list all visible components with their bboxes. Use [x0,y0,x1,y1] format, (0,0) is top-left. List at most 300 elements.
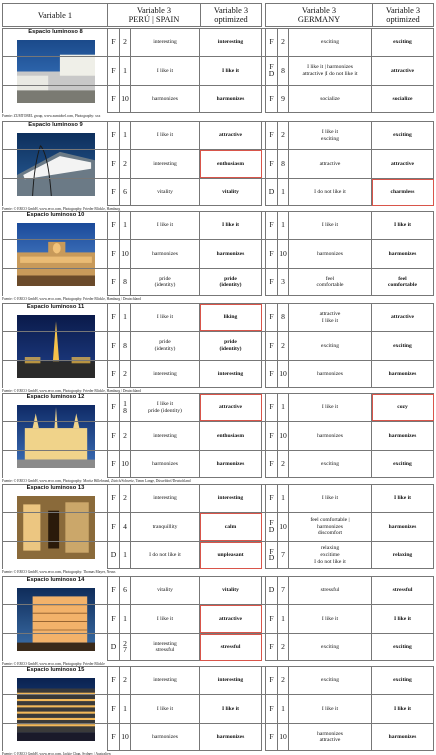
photo-credit-caption: Fuente: © ERCO GmbH, www.erco.com, Photography: Frieder Blickle, Hamburg / Deutschland [2,297,141,301]
space-block [2,393,434,478]
germany-optimized-cell [372,361,434,388]
cell-line: F [269,340,274,350]
germany-frequency-cell [278,269,289,296]
germany-category-cell [265,724,278,751]
cell-line: 1 [123,130,127,140]
response-word: I do not like it [314,188,346,195]
photo-credit-caption: Fuente: © ERCO GmbH, www.erco.com, Photography: Thomas Mayer, Neuss [2,570,116,574]
space-title: Espacio luminoso 10 [26,212,85,218]
header-spain: Variable 3 PERÚ | SPAIN [107,3,200,27]
response-word: relaxing [320,545,340,552]
cell-line: 8 [123,340,127,350]
table-row [2,211,434,239]
table-row [2,149,434,177]
cell-line: 2 [123,493,127,503]
cell-line: 8 [123,276,127,286]
space-title: Espacio luminoso 12 [26,394,85,400]
cell-line: F [269,613,274,623]
response-word: stressful [155,647,175,654]
cell-line: exciting [393,677,412,684]
germany-category-cell [265,695,278,722]
germany-frequency-cell [278,179,289,206]
cell-line: unpleasant [217,551,244,558]
table-row [2,512,434,540]
space-title: Espacio luminoso 9 [28,122,83,128]
cell-line: D [268,186,275,196]
germany-optimized-cell [372,513,434,540]
germany-responses-cell [289,304,372,331]
cell-line: 8 [123,405,127,415]
cell-line: interesting [217,370,244,377]
cell-line: 2 [281,641,285,651]
cell-line: F [269,276,274,286]
cell-line: harmonizes [388,370,417,377]
germany-frequency-cell [278,577,289,604]
cell-line: 8 [281,65,285,75]
space-block [2,484,434,569]
response-word: harmonizes [317,523,343,530]
cell-line: D [268,553,275,563]
germany-optimized-cell [372,212,434,239]
response-word: exciting [320,643,340,650]
response-word: I like it [156,314,174,321]
germany-category-cell [265,485,278,512]
response-word: I like it [321,615,339,622]
photo-credit-caption: Fuente: © ERCO GmbH, www.erco.com, Photography: Frieder Blickle, Hamburg / Deutschland [2,389,141,393]
cell-line: interesting [217,677,244,684]
cell-line: D [268,524,275,534]
germany-optimized-cell [372,485,434,512]
response-word: interesting [153,495,177,502]
cell-line: attractive [219,404,242,411]
response-word: I like it [321,495,339,502]
response-word: attractive [319,310,341,317]
cell-line: feel [398,275,407,282]
response-word: pride (identity) [148,407,182,414]
cell-line: harmonizes [216,733,245,740]
response-word: attractive |I do not like it [302,70,358,77]
response-word: I like it [321,222,339,229]
cell-line: 7 [281,549,285,559]
response-word: pride [159,339,171,346]
response-word: attractive [319,737,341,744]
space-block [2,666,434,751]
germany-frequency-cell [278,422,289,449]
response-word: (identity) [154,282,176,289]
cell-line: F [111,37,116,47]
cell-line: F [111,158,116,168]
space-title: Espacio luminoso 8 [28,29,83,35]
cell-line: F [111,493,116,503]
table-row [2,121,434,149]
table-row [2,666,434,694]
cell-line: I like it [393,615,412,622]
cell-line: 1 [123,703,127,713]
table-row [2,576,434,604]
cell-line: D [268,585,275,595]
table-row [2,360,434,388]
cell-line: vitality [222,188,239,195]
cell-line: F [111,731,116,741]
table-row [2,331,434,359]
germany-category-cell [265,422,278,449]
cell-line: 1 [123,65,127,75]
photo-credit-caption: Fuente: ZUMTOBEL group, www.zumtobel.com, Photography: xxx [2,114,101,118]
cell-line: stressful [392,587,413,594]
cell-line: 2 [123,430,127,440]
space-block [2,211,434,296]
germany-category-cell [265,240,278,267]
response-word: I like it [321,705,339,712]
germany-frequency-cell [278,57,289,84]
response-word: socialize [320,95,340,102]
germany-responses-cell [289,513,372,540]
response-word: harmonizes [152,250,178,257]
germany-responses-cell [289,605,372,632]
germany-optimized-cell [372,269,434,296]
cell-line: F [269,402,274,412]
germany-frequency-cell [278,542,289,569]
cell-line: attractive [219,132,242,139]
response-word: stressful [320,587,340,594]
cell-line: 2 [123,158,127,168]
cell-line: (identity) [219,282,242,289]
photo-credit-caption: Fuente: © ERCO GmbH, www.erco.com, Jackie Chan, Sydney / Australien [2,752,111,755]
table-row [2,450,434,478]
germany-responses-cell [289,542,372,569]
table-row [2,56,434,84]
germany-optimized-cell [372,605,434,632]
cell-line: 10 [279,731,287,741]
germany-optimized-cell [372,122,434,149]
cell-line: F [269,703,274,713]
cell-line: 6 [123,186,127,196]
cell-line: 1 [281,186,285,196]
response-word: I do not like it [314,558,346,565]
response-word: interesting [153,39,177,46]
cell-line: D [110,641,117,651]
germany-optimized-cell [372,394,434,421]
germany-responses-cell [289,361,372,388]
germany-category-cell [265,150,278,177]
cell-line: F [111,312,116,322]
response-word: discomfort [317,530,343,537]
response-word: attractive [319,160,341,167]
germany-category-cell [265,394,278,421]
germany-category-cell [265,179,278,206]
table-row [2,694,434,722]
germany-category-cell [265,86,278,113]
cell-line: F [269,546,274,556]
cell-line: F [269,248,274,258]
response-word: vitality [157,188,173,195]
germany-category-cell [265,212,278,239]
germany-optimized-cell [372,422,434,449]
germany-category-cell [265,361,278,388]
germany-optimized-cell [372,695,434,722]
germany-frequency-cell [278,122,289,149]
table-row [2,239,434,267]
cell-line: interesting [217,39,244,46]
table-row [2,28,434,56]
germany-optimized-cell [372,577,434,604]
germany-category-cell [265,304,278,331]
response-word: exciting [320,39,340,46]
cell-line: 1 [281,402,285,412]
cell-line: vitality [222,587,239,594]
cell-line: relaxing [392,551,413,558]
cell-line: 2 [123,37,127,47]
response-word: excitime [320,551,340,558]
space-block [2,303,434,388]
germany-optimized-cell [372,240,434,267]
germany-frequency-cell [278,724,289,751]
response-word: exciting [320,342,340,349]
response-word: I like it [321,404,339,411]
table-header [2,3,434,27]
cell-line: enthusiasm [216,160,245,167]
germany-frequency-cell [278,240,289,267]
cell-line: charmless [390,188,415,195]
cell-line: exciting [393,39,412,46]
response-word: exciting [320,135,340,142]
germany-responses-cell [289,269,372,296]
germany-optimized-cell [372,724,434,751]
germany-frequency-cell [278,485,289,512]
germany-responses-cell [289,394,372,421]
germany-frequency-cell [278,451,289,478]
cell-line: 7 [123,645,127,655]
cell-line: F [269,641,274,651]
space-block [2,576,434,661]
germany-frequency-cell [278,150,289,177]
photo-credit-caption: Fuente: © ERCO GmbH, www.erco.com, Photography: Moritz Hillebrand, Zürich/Schweiz, Timm Lange, Düsseldorf/Deutschland [2,479,191,483]
cell-line: F [111,248,116,258]
response-word: tranquillity [152,523,178,530]
cell-line: comfortable [388,282,417,289]
cell-line: F [269,62,274,72]
germany-frequency-cell [278,29,289,56]
response-word: I like it [156,615,174,622]
response-word: I like it [156,222,174,229]
cell-line: harmonizes [388,733,417,740]
table-row [2,178,434,206]
space-block [2,28,434,113]
germany-optimized-cell [372,634,434,661]
germany-category-cell [265,29,278,56]
response-word: harmonizes [317,432,343,439]
cell-line: F [111,130,116,140]
response-word: harmonizes [317,370,343,377]
table-row [2,85,434,113]
table-row [2,633,434,661]
germany-frequency-cell [278,332,289,359]
response-word: I like it [156,705,174,712]
germany-optimized-cell [372,86,434,113]
germany-category-cell [265,634,278,661]
cell-line: 2 [281,458,285,468]
header-spain-optimized: Variable 3 optimized [200,3,262,27]
cell-line: exciting [393,132,412,139]
germany-responses-cell [289,332,372,359]
space-title: Espacio luminoso 15 [26,667,85,673]
cell-line: F [111,340,116,350]
cell-line: harmonizes [388,250,417,257]
cell-line: harmonizes [388,432,417,439]
cell-line: 2 [281,340,285,350]
cell-line: F [269,220,274,230]
cell-line: attractive [391,67,414,74]
germany-responses-cell [289,57,372,84]
cell-line: 7 [281,585,285,595]
cell-line: F [269,130,274,140]
germany-responses-cell [289,86,372,113]
cell-line: F [111,65,116,75]
cell-line: F [111,703,116,713]
cell-line: I like it [221,222,240,229]
germany-frequency-cell [278,605,289,632]
germany-frequency-cell [278,212,289,239]
cell-line: exciting [393,460,412,467]
germany-responses-cell [289,422,372,449]
response-word: I like it | harmonizes [307,64,353,71]
response-word: I like it [321,317,339,324]
cell-line: 1 [123,312,127,322]
cell-line: 6 [123,585,127,595]
response-word: vitality [157,587,173,594]
cell-line: F [111,220,116,230]
cell-line: 8 [281,312,285,322]
cell-line: 10 [279,248,287,258]
cell-line: 10 [121,458,129,468]
cell-line: 4 [123,521,127,531]
germany-category-cell [265,667,278,694]
header-germany: Variable 3 GERMANY [265,3,372,27]
cell-line: 1 [123,613,127,623]
germany-frequency-cell [278,695,289,722]
cell-line: 2 [281,130,285,140]
response-word: harmonizes [317,730,343,737]
germany-category-cell [265,577,278,604]
table-row [2,484,434,512]
table-row [2,604,434,632]
cell-line: F [269,368,274,378]
cell-line: interesting [217,495,244,502]
table-row [2,393,434,421]
space-title: Espacio luminoso 14 [26,577,85,583]
response-word: I like it [321,128,339,135]
germany-category-cell [265,513,278,540]
response-word: comfortable [316,282,344,289]
response-word: harmonizes [152,460,178,467]
germany-category-cell [265,451,278,478]
cell-line: 3 [281,276,285,286]
cell-line: calm [224,523,237,530]
germany-category-cell [265,269,278,296]
cell-line: cozy [397,404,408,411]
cell-line: F [111,402,116,412]
cell-line: 10 [279,430,287,440]
germany-category-cell [265,57,278,84]
space-block [2,121,434,206]
cell-line: harmonizes [216,460,245,467]
germany-frequency-cell [278,394,289,421]
response-word: feel comfortable | [310,516,350,523]
cell-line: I like it [393,495,412,502]
cell-line: D [268,68,275,78]
cell-line: F [269,731,274,741]
germany-optimized-cell [372,179,434,206]
germany-responses-cell [289,724,372,751]
table-row [2,303,434,331]
cell-line: 10 [279,521,287,531]
response-word: I like it [156,67,174,74]
table-row [2,421,434,449]
germany-responses-cell [289,634,372,661]
germany-frequency-cell [278,304,289,331]
germany-responses-cell [289,240,372,267]
cell-line: pride [224,339,237,346]
cell-line: attractive [219,615,242,622]
germany-optimized-cell [372,304,434,331]
germany-responses-cell [289,122,372,149]
cell-line: harmonizes [388,523,417,530]
response-word: interesting [153,432,177,439]
germany-frequency-cell [278,361,289,388]
germany-responses-cell [289,29,372,56]
germany-optimized-cell [372,57,434,84]
germany-category-cell [265,122,278,149]
germany-frequency-cell [278,634,289,661]
response-word: I do not like it [149,551,181,558]
cell-line: exciting [393,643,412,650]
response-word: harmonizes [317,250,343,257]
cell-line: (identity) [219,345,242,352]
cell-line: stressful [220,643,241,650]
space-title: Espacio luminoso 11 [26,304,85,310]
header-germany-optimized: Variable 3 optimized [372,3,434,27]
cell-line: I like it [393,705,412,712]
germany-frequency-cell [278,513,289,540]
cell-line: I like it [221,705,240,712]
germany-responses-cell [289,695,372,722]
cell-line: F [269,458,274,468]
cell-line: F [111,430,116,440]
cell-line: F [269,312,274,322]
cell-line: F [269,675,274,685]
cell-line: F [269,158,274,168]
cell-line: F [111,585,116,595]
table-row [2,723,434,751]
germany-responses-cell [289,451,372,478]
cell-line: harmonizes [216,250,245,257]
cell-line: 1 [281,220,285,230]
germany-responses-cell [289,212,372,239]
germany-category-cell [265,605,278,632]
header-variable-1: Variable 1 [2,3,107,27]
cell-line: 2 [281,675,285,685]
cell-line: D [110,549,117,559]
germany-responses-cell [289,667,372,694]
cell-line: 1 [123,398,127,408]
cell-line: F [111,521,116,531]
response-word: interesting [153,677,177,684]
response-word: pride [159,275,171,282]
germany-responses-cell [289,577,372,604]
response-word: interesting [153,370,177,377]
response-word: feel [325,275,335,282]
cell-line: 10 [121,731,129,741]
